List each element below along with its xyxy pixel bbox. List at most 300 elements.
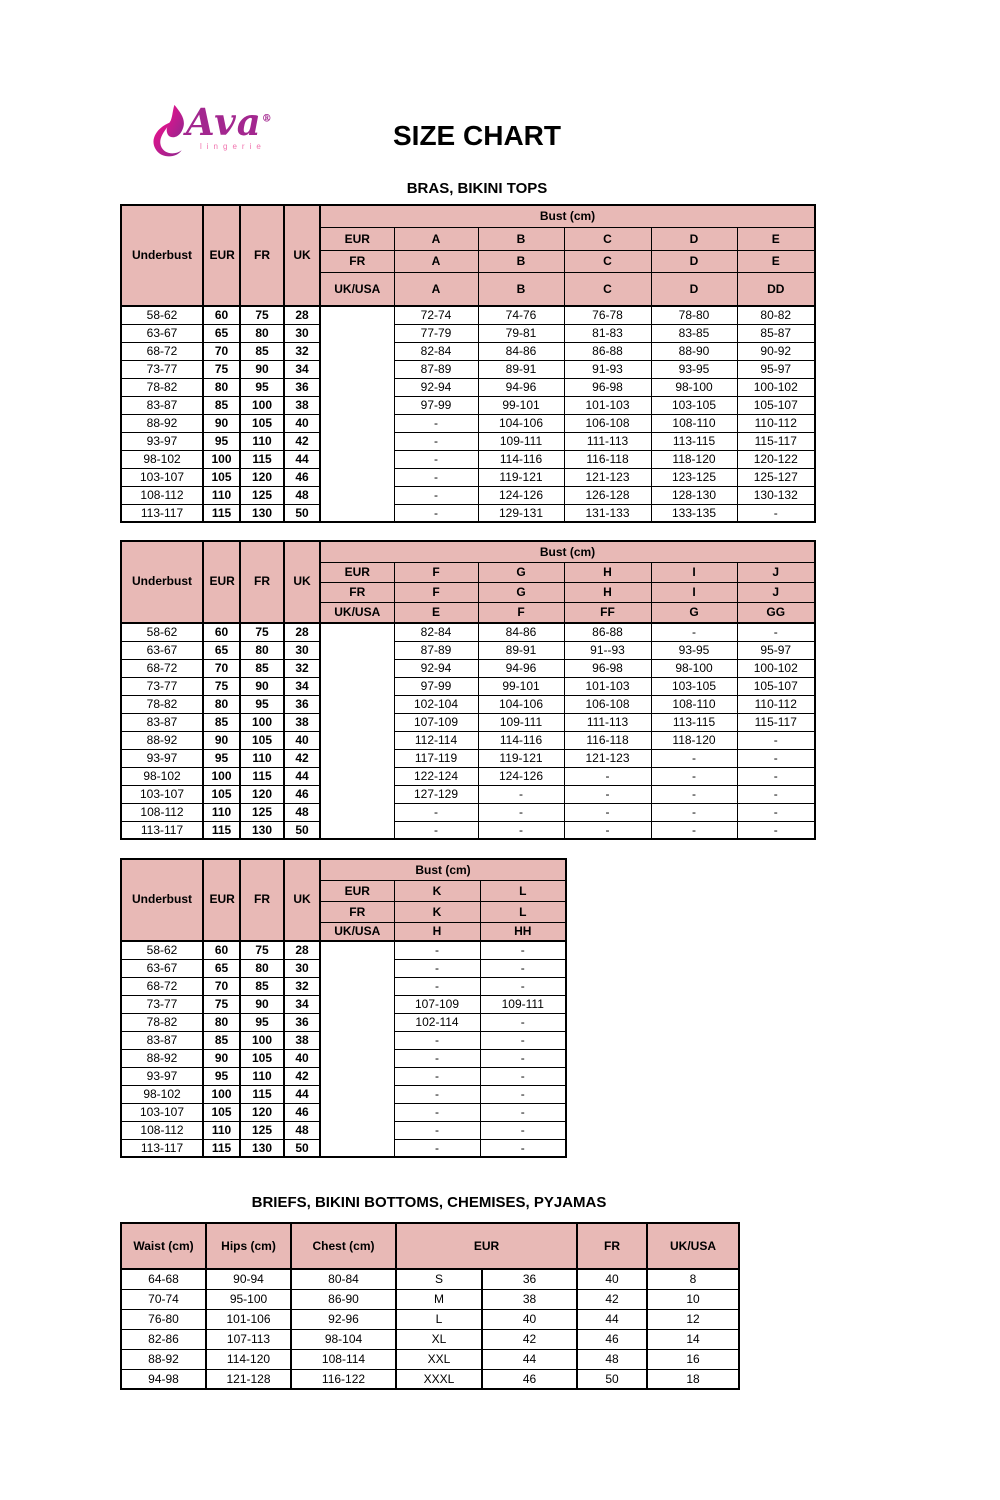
bust-range-cell: 87-89 bbox=[394, 360, 478, 378]
bust-range-cell: 119-121 bbox=[478, 749, 564, 767]
bust-range-cell: 107-109 bbox=[394, 995, 480, 1013]
briefs-size-cell: 116-122 bbox=[291, 1369, 396, 1389]
fr-band-cell: 120 bbox=[240, 1103, 284, 1121]
bust-range-cell: - bbox=[480, 1103, 566, 1121]
fr-band-cell: 100 bbox=[240, 396, 284, 414]
bust-range-cell: 96-98 bbox=[564, 378, 651, 396]
bust-range-cell: - bbox=[394, 941, 480, 959]
size-row bbox=[121, 450, 815, 468]
eur-band-cell: 95 bbox=[203, 749, 240, 767]
eur-band-cell: 105 bbox=[203, 1103, 240, 1121]
bust-range-cell: 104-106 bbox=[478, 695, 564, 713]
size-row bbox=[121, 767, 815, 785]
bust-range-cell: 114-116 bbox=[478, 731, 564, 749]
cup-size-header: G bbox=[478, 562, 564, 582]
bust-range-cell: 89-91 bbox=[478, 641, 564, 659]
corner-header-uk-label: UK bbox=[293, 892, 311, 907]
bust-range-cell: - bbox=[480, 941, 566, 959]
size-row bbox=[121, 414, 815, 432]
bust-range-cell: - bbox=[394, 468, 478, 486]
bust-range-cell: 95-97 bbox=[737, 360, 815, 378]
uk-band-cell: 46 bbox=[284, 1103, 320, 1121]
briefs-table bbox=[120, 1222, 740, 1390]
bust-range-cell: - bbox=[394, 504, 478, 522]
bust-range-cell: 129-131 bbox=[478, 504, 564, 522]
corner-header-fr bbox=[240, 541, 284, 623]
size-row bbox=[121, 749, 815, 767]
empty-label-column-cell bbox=[320, 623, 394, 839]
underbust-cell: 78-82 bbox=[121, 378, 203, 396]
bust-range-cell: - bbox=[737, 504, 815, 522]
cup-size-header: B bbox=[478, 272, 564, 306]
fr-band-cell: 120 bbox=[240, 468, 284, 486]
bust-range-cell: 128-130 bbox=[651, 486, 737, 504]
cup-size-header: D bbox=[651, 227, 737, 250]
size-row bbox=[121, 695, 815, 713]
bust-range-cell: 105-107 bbox=[737, 396, 815, 414]
underbust-cell: 88-92 bbox=[121, 731, 203, 749]
underbust-cell: 73-77 bbox=[121, 360, 203, 378]
underbust-cell: 98-102 bbox=[121, 767, 203, 785]
corner-header-underbust-label: Underbust bbox=[132, 247, 192, 262]
brand-name: Ava® bbox=[186, 100, 273, 144]
corner-header-underbust-label: Underbust bbox=[132, 574, 192, 589]
bust-range-cell: 123-125 bbox=[651, 468, 737, 486]
eur-band-cell: 100 bbox=[203, 1085, 240, 1103]
bra-size-table-cups-f-j bbox=[120, 540, 816, 840]
briefs-size-cell: 18 bbox=[647, 1369, 739, 1389]
corner-header-fr-label: FR bbox=[254, 574, 270, 589]
eur-band-cell: 105 bbox=[203, 785, 240, 803]
bust-range-cell: 91-93 bbox=[564, 360, 651, 378]
fr-band-cell: 115 bbox=[240, 767, 284, 785]
bust-range-cell: - bbox=[737, 785, 815, 803]
eur-band-cell: 70 bbox=[203, 659, 240, 677]
bust-range-cell: 96-98 bbox=[564, 659, 651, 677]
eur-band-cell: 90 bbox=[203, 1049, 240, 1067]
fr-band-cell: 90 bbox=[240, 995, 284, 1013]
briefs-size-row bbox=[121, 1349, 739, 1369]
bust-range-cell: 116-118 bbox=[564, 450, 651, 468]
bust-range-cell: - bbox=[394, 977, 480, 995]
fr-band-cell: 130 bbox=[240, 1139, 284, 1157]
uk-band-cell: 34 bbox=[284, 677, 320, 695]
uk-band-cell: 44 bbox=[284, 767, 320, 785]
bras-section-title: BRAS, BIKINI TOPS bbox=[406, 180, 548, 197]
corner-header-uk-label: UK bbox=[293, 574, 311, 589]
bust-cm-header: Bust (cm) bbox=[320, 205, 815, 227]
briefs-size-row bbox=[121, 1329, 739, 1349]
bust-range-cell: 89-91 bbox=[478, 360, 564, 378]
cup-size-header: C bbox=[564, 227, 651, 250]
size-row bbox=[121, 468, 815, 486]
registered-mark: ® bbox=[261, 113, 273, 125]
underbust-cell: 68-72 bbox=[121, 659, 203, 677]
cup-size-header: K bbox=[394, 901, 480, 922]
cup-size-header: FF bbox=[564, 602, 651, 623]
uk-band-cell: 28 bbox=[284, 623, 320, 641]
cup-system-label: UK/USA bbox=[320, 602, 394, 623]
size-row bbox=[121, 504, 815, 522]
bust-range-cell: 115-117 bbox=[737, 713, 815, 731]
uk-band-cell: 36 bbox=[284, 695, 320, 713]
bust-range-cell: 124-126 bbox=[478, 486, 564, 504]
bust-range-cell: - bbox=[480, 959, 566, 977]
cup-system-label: EUR bbox=[320, 880, 394, 901]
uk-band-cell: 34 bbox=[284, 360, 320, 378]
bra-table-2 bbox=[120, 858, 567, 1158]
bust-range-cell: 93-95 bbox=[651, 641, 737, 659]
bust-range-cell: 102-104 bbox=[394, 695, 478, 713]
briefs-size-cell: 46 bbox=[577, 1329, 647, 1349]
bust-range-cell: 87-89 bbox=[394, 641, 478, 659]
empty-label-column-cell bbox=[320, 306, 394, 522]
briefs-size-row bbox=[121, 1369, 739, 1389]
bust-range-cell: - bbox=[564, 821, 651, 839]
briefs-size-cell: 107-113 bbox=[206, 1329, 291, 1349]
briefs-size-table bbox=[120, 1222, 740, 1390]
bust-range-cell: 113-115 bbox=[651, 713, 737, 731]
underbust-cell: 73-77 bbox=[121, 995, 203, 1013]
corner-header-eur bbox=[203, 205, 240, 306]
bust-range-cell: - bbox=[480, 1049, 566, 1067]
fr-band-cell: 85 bbox=[240, 977, 284, 995]
corner-header-fr bbox=[240, 859, 284, 941]
briefs-header-fr: FR bbox=[577, 1223, 647, 1269]
bust-range-cell: 86-88 bbox=[564, 342, 651, 360]
bust-range-cell: 105-107 bbox=[737, 677, 815, 695]
bust-range-cell: 82-84 bbox=[394, 342, 478, 360]
bust-range-cell: - bbox=[478, 803, 564, 821]
corner-header-eur-label: EUR bbox=[209, 892, 235, 907]
eur-band-cell: 115 bbox=[203, 1139, 240, 1157]
bust-range-cell: 124-126 bbox=[478, 767, 564, 785]
corner-header-fr-label: FR bbox=[254, 247, 270, 262]
bust-range-cell: 106-108 bbox=[564, 414, 651, 432]
cup-size-header: GG bbox=[737, 602, 815, 623]
fr-band-cell: 100 bbox=[240, 713, 284, 731]
briefs-size-cell: 38 bbox=[482, 1289, 577, 1309]
briefs-size-cell: 42 bbox=[577, 1289, 647, 1309]
briefs-size-cell: 86-90 bbox=[291, 1289, 396, 1309]
briefs-header-waist-cm-: Waist (cm) bbox=[121, 1223, 206, 1269]
size-row bbox=[121, 677, 815, 695]
cup-size-header: I bbox=[651, 562, 737, 582]
cup-size-header: E bbox=[394, 602, 478, 623]
briefs-size-cell: 42 bbox=[482, 1329, 577, 1349]
underbust-cell: 113-117 bbox=[121, 504, 203, 522]
bust-range-cell: - bbox=[651, 623, 737, 641]
bust-range-cell: 86-88 bbox=[564, 623, 651, 641]
bust-range-cell: 122-124 bbox=[394, 767, 478, 785]
cup-system-label: UK/USA bbox=[320, 922, 394, 941]
briefs-size-cell: M bbox=[396, 1289, 482, 1309]
fr-band-cell: 100 bbox=[240, 1031, 284, 1049]
briefs-size-cell: 114-120 bbox=[206, 1349, 291, 1369]
eur-band-cell: 75 bbox=[203, 360, 240, 378]
bust-range-cell: 101-103 bbox=[564, 396, 651, 414]
underbust-cell: 108-112 bbox=[121, 486, 203, 504]
briefs-size-cell: 48 bbox=[577, 1349, 647, 1369]
bust-range-cell: 109-111 bbox=[478, 432, 564, 450]
size-row bbox=[121, 641, 815, 659]
briefs-size-cell: 8 bbox=[647, 1269, 739, 1289]
bust-range-cell: 92-94 bbox=[394, 659, 478, 677]
briefs-size-row bbox=[121, 1289, 739, 1309]
eur-band-cell: 115 bbox=[203, 821, 240, 839]
bra-table-0 bbox=[120, 204, 816, 523]
bust-range-cell: 108-110 bbox=[651, 414, 737, 432]
underbust-cell: 108-112 bbox=[121, 803, 203, 821]
eur-band-cell: 100 bbox=[203, 767, 240, 785]
fr-band-cell: 75 bbox=[240, 941, 284, 959]
cup-size-header: L bbox=[480, 880, 566, 901]
cup-size-header: L bbox=[480, 901, 566, 922]
fr-band-cell: 130 bbox=[240, 504, 284, 522]
bust-range-cell: - bbox=[651, 785, 737, 803]
cup-size-header: E bbox=[737, 250, 815, 272]
bust-range-cell: - bbox=[480, 977, 566, 995]
bust-range-cell: - bbox=[394, 1103, 480, 1121]
briefs-header-hips-cm-: Hips (cm) bbox=[206, 1223, 291, 1269]
bust-range-cell: 90-92 bbox=[737, 342, 815, 360]
uk-band-cell: 50 bbox=[284, 504, 320, 522]
fr-band-cell: 130 bbox=[240, 821, 284, 839]
bust-range-cell: - bbox=[737, 821, 815, 839]
bust-range-cell: - bbox=[737, 767, 815, 785]
size-row bbox=[121, 713, 815, 731]
empty-label-column-cell bbox=[320, 941, 394, 1157]
bust-range-cell: 114-116 bbox=[478, 450, 564, 468]
uk-band-cell: 50 bbox=[284, 821, 320, 839]
brand-subtitle: lingerie bbox=[200, 142, 266, 151]
briefs-size-cell: 80-84 bbox=[291, 1269, 396, 1289]
size-row bbox=[121, 941, 566, 959]
fr-band-cell: 110 bbox=[240, 432, 284, 450]
bust-range-cell: - bbox=[394, 1049, 480, 1067]
cup-size-header: C bbox=[564, 250, 651, 272]
bust-range-cell: 84-86 bbox=[478, 342, 564, 360]
fr-band-cell: 125 bbox=[240, 486, 284, 504]
bust-range-cell: 103-105 bbox=[651, 396, 737, 414]
bust-range-cell: - bbox=[394, 821, 478, 839]
briefs-header-uk-usa: UK/USA bbox=[647, 1223, 739, 1269]
eur-band-cell: 80 bbox=[203, 695, 240, 713]
uk-band-cell: 30 bbox=[284, 641, 320, 659]
eur-band-cell: 80 bbox=[203, 378, 240, 396]
briefs-size-cell: 50 bbox=[577, 1369, 647, 1389]
eur-band-cell: 60 bbox=[203, 941, 240, 959]
bust-range-cell: 108-110 bbox=[651, 695, 737, 713]
briefs-size-cell: 98-104 bbox=[291, 1329, 396, 1349]
eur-band-cell: 60 bbox=[203, 306, 240, 324]
bust-range-cell: - bbox=[564, 785, 651, 803]
briefs-size-cell: XXXL bbox=[396, 1369, 482, 1389]
cup-size-header: F bbox=[478, 602, 564, 623]
bust-range-cell: 94-96 bbox=[478, 378, 564, 396]
uk-band-cell: 40 bbox=[284, 731, 320, 749]
underbust-cell: 113-117 bbox=[121, 1139, 203, 1157]
corner-header-eur bbox=[203, 859, 240, 941]
briefs-size-cell: 82-86 bbox=[121, 1329, 206, 1349]
underbust-cell: 58-62 bbox=[121, 941, 203, 959]
bust-range-cell: - bbox=[394, 432, 478, 450]
bust-range-cell: - bbox=[651, 749, 737, 767]
size-row bbox=[121, 659, 815, 677]
bust-cm-header: Bust (cm) bbox=[320, 541, 815, 562]
bust-range-cell: 120-122 bbox=[737, 450, 815, 468]
bust-range-cell: - bbox=[651, 803, 737, 821]
underbust-cell: 83-87 bbox=[121, 713, 203, 731]
uk-band-cell: 28 bbox=[284, 306, 320, 324]
cup-size-header: DD bbox=[737, 272, 815, 306]
fr-band-cell: 75 bbox=[240, 306, 284, 324]
bust-range-cell: 112-114 bbox=[394, 731, 478, 749]
underbust-cell: 93-97 bbox=[121, 749, 203, 767]
bust-range-cell: 74-76 bbox=[478, 306, 564, 324]
briefs-size-cell: 40 bbox=[482, 1309, 577, 1329]
bust-range-cell: - bbox=[737, 731, 815, 749]
bust-range-cell: 82-84 bbox=[394, 623, 478, 641]
underbust-cell: 63-67 bbox=[121, 959, 203, 977]
corner-header-underbust bbox=[121, 541, 203, 623]
underbust-cell: 108-112 bbox=[121, 1121, 203, 1139]
fr-band-cell: 95 bbox=[240, 1013, 284, 1031]
cup-size-header: H bbox=[564, 562, 651, 582]
fr-band-cell: 120 bbox=[240, 785, 284, 803]
size-row bbox=[121, 360, 815, 378]
bust-range-cell: - bbox=[651, 767, 737, 785]
size-row bbox=[121, 432, 815, 450]
cup-size-header: F bbox=[394, 562, 478, 582]
corner-header-uk bbox=[284, 859, 320, 941]
uk-band-cell: 36 bbox=[284, 378, 320, 396]
underbust-cell: 58-62 bbox=[121, 623, 203, 641]
fr-band-cell: 90 bbox=[240, 677, 284, 695]
bust-range-cell: - bbox=[737, 749, 815, 767]
bust-range-cell: 94-96 bbox=[478, 659, 564, 677]
uk-band-cell: 46 bbox=[284, 468, 320, 486]
fr-band-cell: 105 bbox=[240, 1049, 284, 1067]
cup-size-header: I bbox=[651, 582, 737, 602]
bust-range-cell: 83-85 bbox=[651, 324, 737, 342]
briefs-size-cell: 88-92 bbox=[121, 1349, 206, 1369]
underbust-cell: 78-82 bbox=[121, 695, 203, 713]
bust-range-cell: - bbox=[651, 821, 737, 839]
cup-size-header: B bbox=[478, 227, 564, 250]
size-row bbox=[121, 306, 815, 324]
bust-range-cell: 72-74 bbox=[394, 306, 478, 324]
fr-band-cell: 95 bbox=[240, 378, 284, 396]
size-row bbox=[121, 785, 815, 803]
bust-range-cell: 103-105 bbox=[651, 677, 737, 695]
uk-band-cell: 38 bbox=[284, 1031, 320, 1049]
bust-range-cell: - bbox=[480, 1031, 566, 1049]
cup-system-label: UK/USA bbox=[320, 272, 394, 306]
briefs-size-cell: 101-106 bbox=[206, 1309, 291, 1329]
eur-band-cell: 70 bbox=[203, 342, 240, 360]
bust-range-cell: - bbox=[564, 803, 651, 821]
underbust-cell: 103-107 bbox=[121, 468, 203, 486]
bust-range-cell: 111-113 bbox=[564, 432, 651, 450]
eur-band-cell: 110 bbox=[203, 803, 240, 821]
uk-band-cell: 44 bbox=[284, 1085, 320, 1103]
fr-band-cell: 90 bbox=[240, 360, 284, 378]
bust-range-cell: 100-102 bbox=[737, 659, 815, 677]
eur-band-cell: 90 bbox=[203, 731, 240, 749]
cup-system-label: EUR bbox=[320, 562, 394, 582]
bust-range-cell: 110-112 bbox=[737, 414, 815, 432]
bust-range-cell: 100-102 bbox=[737, 378, 815, 396]
size-row bbox=[121, 342, 815, 360]
uk-band-cell: 38 bbox=[284, 396, 320, 414]
bust-range-cell: 93-95 bbox=[651, 360, 737, 378]
cup-size-header: D bbox=[651, 250, 737, 272]
cup-size-header: K bbox=[394, 880, 480, 901]
fr-band-cell: 75 bbox=[240, 623, 284, 641]
bust-range-cell: 76-78 bbox=[564, 306, 651, 324]
cup-size-header: A bbox=[394, 272, 478, 306]
bust-range-cell: - bbox=[478, 785, 564, 803]
bust-range-cell: - bbox=[394, 1121, 480, 1139]
uk-band-cell: 38 bbox=[284, 713, 320, 731]
underbust-cell: 93-97 bbox=[121, 1067, 203, 1085]
underbust-cell: 88-92 bbox=[121, 1049, 203, 1067]
eur-band-cell: 110 bbox=[203, 486, 240, 504]
corner-header-underbust bbox=[121, 859, 203, 941]
eur-band-cell: 105 bbox=[203, 468, 240, 486]
bust-range-cell: 130-132 bbox=[737, 486, 815, 504]
cup-system-label: EUR bbox=[320, 227, 394, 250]
bust-range-cell: 121-123 bbox=[564, 468, 651, 486]
corner-header-fr bbox=[240, 205, 284, 306]
fr-band-cell: 105 bbox=[240, 414, 284, 432]
eur-band-cell: 65 bbox=[203, 959, 240, 977]
cup-size-header: A bbox=[394, 227, 478, 250]
size-row bbox=[121, 731, 815, 749]
bust-range-cell: - bbox=[737, 623, 815, 641]
uk-band-cell: 48 bbox=[284, 1121, 320, 1139]
cup-size-header: G bbox=[651, 602, 737, 623]
uk-band-cell: 32 bbox=[284, 659, 320, 677]
cup-size-header: B bbox=[478, 250, 564, 272]
bust-range-cell: 119-121 bbox=[478, 468, 564, 486]
bust-range-cell: 84-86 bbox=[478, 623, 564, 641]
bust-range-cell: - bbox=[394, 803, 478, 821]
corner-header-uk bbox=[284, 541, 320, 623]
eur-band-cell: 80 bbox=[203, 1013, 240, 1031]
bust-range-cell: 78-80 bbox=[651, 306, 737, 324]
cup-system-label: FR bbox=[320, 901, 394, 922]
briefs-size-cell: 36 bbox=[482, 1269, 577, 1289]
bust-range-cell: - bbox=[394, 450, 478, 468]
corner-header-underbust bbox=[121, 205, 203, 306]
briefs-size-cell: S bbox=[396, 1269, 482, 1289]
uk-band-cell: 48 bbox=[284, 803, 320, 821]
underbust-cell: 78-82 bbox=[121, 1013, 203, 1031]
underbust-cell: 103-107 bbox=[121, 785, 203, 803]
bust-range-cell: - bbox=[564, 767, 651, 785]
bust-range-cell: 110-112 bbox=[737, 695, 815, 713]
briefs-size-cell: 76-80 bbox=[121, 1309, 206, 1329]
bust-range-cell: 116-118 bbox=[564, 731, 651, 749]
bra-table-1 bbox=[120, 540, 816, 840]
size-row bbox=[121, 396, 815, 414]
underbust-cell: 68-72 bbox=[121, 977, 203, 995]
eur-band-cell: 95 bbox=[203, 1067, 240, 1085]
underbust-cell: 98-102 bbox=[121, 450, 203, 468]
size-row bbox=[121, 803, 815, 821]
